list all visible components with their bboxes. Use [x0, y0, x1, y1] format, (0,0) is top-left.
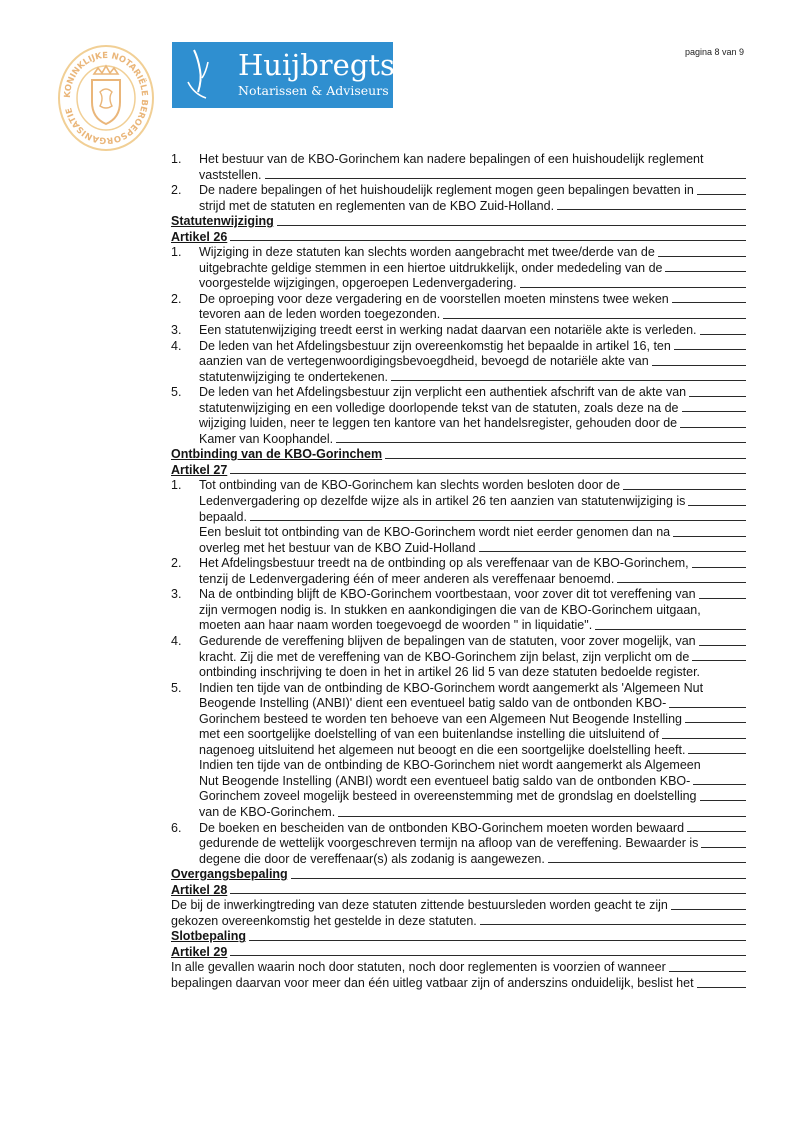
- logo-subtitle: Notarissen & Adviseurs: [238, 83, 389, 98]
- text-line: [171, 743, 746, 759]
- text-line: [171, 650, 746, 666]
- text-line: [171, 821, 746, 837]
- line-text: Tot ontbinding van de KBO-Gorinchem kan slechts worden besloten door de: [199, 478, 621, 493]
- text-line: [171, 525, 746, 541]
- section-heading: [171, 867, 746, 883]
- filler-rule: [692, 660, 746, 661]
- filler-rule: [662, 738, 746, 739]
- line-text: nagenoeg uitsluitend het algemeen nut beoogt en die een soortgelijke doelstelling heeft.: [199, 742, 686, 757]
- line-text: bepaald.: [199, 509, 247, 524]
- filler-rule: [265, 178, 746, 179]
- list-number: 2.: [171, 556, 182, 571]
- list-number: 3.: [171, 587, 182, 602]
- notary-seal: [56, 40, 156, 152]
- text-line: [171, 152, 746, 168]
- line-text: Beogende Instelling (ANBI)' dient een eventueel batig saldo van de ontbonden KBO-: [199, 696, 667, 711]
- heading-text: Artikel 27: [171, 462, 228, 477]
- text-line: [171, 789, 746, 805]
- text-line: [171, 572, 746, 588]
- line-text: Het bestuur van de KBO-Gorinchem kan nadere bepalingen of een huishoudelijk reglement: [199, 152, 704, 166]
- filler-rule: [671, 909, 746, 910]
- filler-rule: [249, 940, 746, 941]
- filler-rule: [687, 831, 746, 832]
- line-text: Na de ontbinding blijft de KBO-Gorinchem voortbestaan, voor zover dit tot vereffening van: [199, 587, 696, 602]
- list-number: 1.: [171, 152, 182, 166]
- line-text: Het Afdelingsbestuur treedt na de ontbinding op als vereffenaar van de KBO-Gorinchem,: [199, 556, 689, 571]
- heading-text: Artikel 28: [171, 882, 228, 897]
- text-line: [171, 432, 746, 448]
- list-number: 2.: [171, 291, 182, 306]
- list-number: 4.: [171, 338, 182, 353]
- text-line: [171, 339, 746, 355]
- line-text: kracht. Zij die met de vereffening van de KBO-Gorinchem zijn belast, zijn verplicht om de: [199, 649, 690, 664]
- text-line: [171, 758, 746, 774]
- line-text: zijn vermogen nodig is. In stukken en aankondigingen die van de KBO-Gorinchem uitgaan,: [199, 602, 701, 617]
- filler-rule: [680, 427, 746, 428]
- logo-name: Huijbregts: [238, 48, 395, 82]
- filler-rule: [685, 722, 746, 723]
- line-text: ontbinding inschrijving te doen in het in artikel 26 lid 5 van deze statuten bedoelde register.: [199, 665, 701, 680]
- filler-rule: [338, 816, 746, 817]
- company-logo: [172, 42, 393, 108]
- text-line: [171, 261, 746, 277]
- line-text: overleg met het bestuur van de KBO Zuid-Holland: [199, 540, 476, 555]
- filler-rule: [693, 784, 746, 785]
- filler-rule: [291, 878, 746, 879]
- text-line: [171, 354, 746, 370]
- filler-rule: [557, 209, 746, 210]
- filler-rule: [548, 862, 746, 863]
- line-text: statutenwijziging en een volledige doorlopende tekst van de statuten, zoals deze na de: [199, 400, 679, 415]
- line-text: vaststellen.: [199, 167, 262, 182]
- line-text: Kamer van Koophandel.: [199, 431, 334, 446]
- filler-rule: [700, 800, 747, 801]
- line-text: Wijziging in deze statuten kan slechts worden aangebracht met twee/derde van de: [199, 245, 655, 260]
- filler-rule: [665, 271, 746, 272]
- line-text: De boeken en bescheiden van de ontbonden KBO-Gorinchem moeten worden bewaard: [199, 820, 685, 835]
- section-heading: [171, 463, 746, 479]
- text-line: [171, 416, 746, 432]
- text-line: [171, 541, 746, 557]
- filler-rule: [674, 349, 746, 350]
- filler-rule: [230, 240, 746, 241]
- text-line: [171, 494, 746, 510]
- line-text: gekozen overeenkomstig het gestelde in deze statuten.: [171, 913, 477, 928]
- text-line: [171, 836, 746, 852]
- text-line: [171, 914, 746, 930]
- line-text: De leden van het Afdelingsbestuur zijn verplicht een authentiek afschrift van de akte van: [199, 385, 687, 400]
- heading-text: Artikel 29: [171, 944, 228, 959]
- text-line: [171, 634, 746, 650]
- filler-rule: [443, 318, 746, 319]
- list-number: 5.: [171, 680, 182, 695]
- text-line: [171, 681, 746, 697]
- line-text: Indien ten tijde van de ontbinding de KBO-Gorinchem niet wordt aangemerkt als Algemeen: [199, 758, 701, 773]
- filler-rule: [652, 365, 746, 366]
- text-line: [171, 618, 746, 634]
- line-text: statutenwijziging te ondertekenen.: [199, 369, 389, 384]
- line-text: tevoren aan de leden worden toegezonden.: [199, 307, 441, 322]
- filler-rule: [672, 302, 746, 303]
- filler-rule: [250, 520, 746, 521]
- document-body: [171, 152, 746, 992]
- filler-rule: [697, 987, 746, 988]
- line-text: wijziging luiden, neer te leggen ten kantore van het handelsregister, gehouden door de: [199, 416, 678, 431]
- filler-rule: [595, 629, 746, 630]
- text-line: [171, 276, 746, 292]
- list-number: 1.: [171, 245, 182, 260]
- list-number: 4.: [171, 633, 182, 648]
- text-line: [171, 852, 746, 868]
- line-text: degene die door de vereffenaar(s) als zodanig is aangewezen.: [199, 851, 545, 866]
- filler-rule: [699, 645, 746, 646]
- filler-rule: [479, 551, 746, 552]
- line-text: Gorinchem besteed te worden ten behoeve van een Algemeen Nut Beogende Instelling: [199, 711, 682, 726]
- list-number: 6.: [171, 820, 182, 835]
- filler-rule: [701, 847, 746, 848]
- filler-rule: [682, 411, 747, 412]
- text-line: [171, 898, 746, 914]
- line-text: aanzien van de vertegenwoordigingsbevoegdheid, bevoegd de notariële akte van: [199, 354, 649, 369]
- line-text: Ledenvergadering op dezelfde wijze als in artikel 26 ten aanzien van statutenwijziging is: [199, 494, 686, 509]
- line-text: In alle gevallen waarin noch door statuten, noch door reglementen is voorzien of wanneer: [171, 960, 666, 975]
- heading-text: Overgangsbepaling: [171, 867, 288, 882]
- filler-rule: [623, 489, 746, 490]
- text-line: [171, 696, 746, 712]
- line-text: tenzij de Ledenvergadering één of meer anderen als vereffenaar benoemd.: [199, 571, 615, 586]
- filler-rule: [385, 458, 746, 459]
- heading-text: Artikel 26: [171, 229, 228, 244]
- line-text: De nadere bepalingen of het huishoudelijk reglement mogen geen bepalingen bevatten in: [199, 183, 694, 198]
- text-line: [171, 603, 746, 619]
- line-text: De bij de inwerkingtreding van deze statuten zittende bestuursleden worden geacht te zijn: [171, 898, 668, 913]
- line-text: Gedurende de vereffening blijven de bepalingen van de statuten, voor zover mogelijk, van: [199, 633, 696, 648]
- section-heading: [171, 214, 746, 230]
- page-number: pagina 8 van 9: [685, 47, 745, 57]
- list-number: 1.: [171, 478, 182, 493]
- filler-rule: [277, 225, 746, 226]
- section-heading: [171, 945, 746, 961]
- line-text: Indien ten tijde van de ontbinding de KBO-Gorinchem wordt aangemerkt als 'Algemeen Nut: [199, 680, 704, 695]
- filler-rule: [688, 505, 746, 506]
- heading-text: Slotbepaling: [171, 929, 246, 944]
- text-line: [171, 510, 746, 526]
- text-line: [171, 323, 746, 339]
- list-number: 2.: [171, 183, 182, 198]
- line-text: voorgestelde wijzigingen, opgeroepen Ledenvergadering.: [199, 276, 517, 291]
- line-text: gedurende de wettelijk voorgeschreven termijn na afloop van de vereffening. Bewaarder is: [199, 836, 699, 851]
- text-line: [171, 774, 746, 790]
- filler-rule: [336, 442, 746, 443]
- text-line: [171, 712, 746, 728]
- line-text: Een statutenwijziging treedt eerst in werking nadat daarvan een notariële akte is verleden.: [199, 323, 697, 338]
- filler-rule: [230, 893, 746, 894]
- filler-rule: [673, 536, 746, 537]
- text-line: [171, 976, 746, 992]
- logo-figure-icon: [180, 48, 220, 102]
- filler-rule: [692, 567, 746, 568]
- list-number: 3.: [171, 323, 182, 338]
- filler-rule: [520, 287, 746, 288]
- section-heading: [171, 230, 746, 246]
- line-text: bepalingen daarvan voor meer dan één uitleg vatbaar zijn of anderszins onduidelijk, beslist het: [171, 975, 694, 990]
- line-text: Een besluit tot ontbinding van de KBO-Gorinchem wordt niet eerder genomen dan na: [199, 525, 671, 540]
- line-text: strijd met de statuten en reglementen van de KBO Zuid-Holland.: [199, 198, 555, 213]
- text-line: [171, 245, 746, 261]
- filler-rule: [230, 473, 746, 474]
- line-text: Gorinchem zoveel mogelijk besteed in overeenstemming met de grondslag en doelstelling: [199, 789, 697, 804]
- text-line: [171, 168, 746, 184]
- filler-rule: [617, 582, 746, 583]
- heading-text: Statutenwijziging: [171, 214, 274, 229]
- line-text: van de KBO-Gorinchem.: [199, 804, 336, 819]
- line-text: Nut Beogende Instelling (ANBI) wordt een eventueel batig saldo van de ontbonden KBO-: [199, 773, 691, 788]
- filler-rule: [480, 924, 746, 925]
- filler-rule: [658, 256, 746, 257]
- text-line: [171, 183, 746, 199]
- text-line: [171, 478, 746, 494]
- section-heading: [171, 883, 746, 899]
- text-line: [171, 401, 746, 417]
- heading-text: Ontbinding van de KBO-Gorinchem: [171, 447, 383, 462]
- filler-rule: [230, 955, 746, 956]
- text-line: [171, 307, 746, 323]
- list-number: 5.: [171, 385, 182, 400]
- text-line: [171, 292, 746, 308]
- filler-rule: [699, 598, 746, 599]
- line-text: uitgebrachte geldige stemmen in een hiertoe uitdrukkelijk, onder mededeling van de: [199, 260, 663, 275]
- text-line: [171, 385, 746, 401]
- text-line: [171, 960, 746, 976]
- filler-rule: [391, 380, 746, 381]
- text-line: [171, 199, 746, 215]
- section-heading: [171, 447, 746, 463]
- text-line: [171, 727, 746, 743]
- filler-rule: [697, 194, 746, 195]
- seal-text: KONINKLIJKE NOTARIËLE BEROEPSORGANISATIE: [62, 50, 150, 146]
- line-text: De oproeping voor deze vergadering en de voorstellen moeten minstens twee weken: [199, 291, 669, 306]
- section-heading: [171, 929, 746, 945]
- filler-rule: [669, 971, 746, 972]
- text-line: [171, 370, 746, 386]
- line-text: De leden van het Afdelingsbestuur zijn overeenkomstig het bepaalde in artikel 16, ten: [199, 338, 671, 353]
- seal-icon: [56, 40, 156, 152]
- line-text: moeten aan haar naam worden toegevoegd de woorden " in liquidatie".: [199, 618, 593, 633]
- filler-rule: [669, 707, 746, 708]
- text-line: [171, 587, 746, 603]
- text-line: [171, 665, 746, 681]
- filler-rule: [688, 753, 746, 754]
- filler-rule: [689, 396, 746, 397]
- text-line: [171, 805, 746, 821]
- line-text: met een soortgelijke doelstelling of van een buitenlandse instelling die uitsluitend of: [199, 727, 660, 742]
- text-line: [171, 556, 746, 572]
- filler-rule: [700, 334, 746, 335]
